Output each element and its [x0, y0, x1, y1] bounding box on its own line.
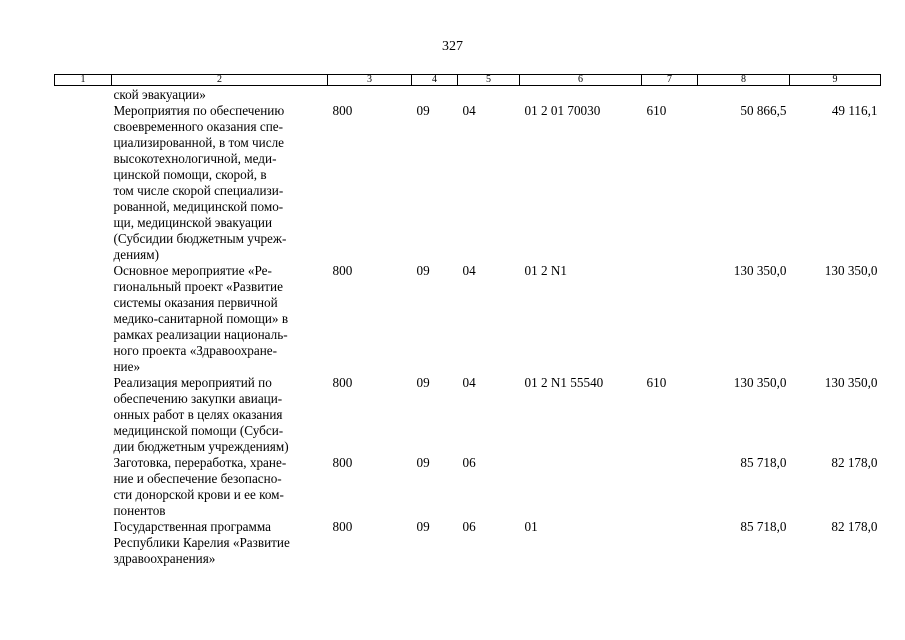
cell-amount-2 [790, 86, 881, 104]
cell-section [412, 86, 458, 104]
cell-expense-type [642, 519, 698, 567]
cell-ministry: 800 [332, 455, 353, 470]
column-header: 6 [520, 75, 642, 86]
cell-amount-2: 82 178,0 [831, 519, 878, 534]
cell-name: Основное мероприятие «Ре- гиональный проект «Развитие системы оказания первичной медико-санитарной помощи» в рамках реализации националь- ного проекта «Здравоохране- ние» [113, 263, 289, 374]
column-header: 5 [458, 75, 520, 86]
table-row [55, 375, 881, 455]
cell-name: Заготовка, переработка, хране- ние и обеспечение безопасно- сти донорской крови и ее ком- понентов [113, 455, 287, 518]
column-header: 8 [698, 75, 790, 86]
table-row [55, 263, 881, 375]
cell-expense-type: 610 [646, 103, 667, 118]
column-header: 4 [412, 75, 458, 86]
cell-target: 01 [524, 519, 538, 534]
cell-target: 01 2 N1 [524, 263, 567, 278]
cell-amount-1: 130 350,0 [733, 375, 787, 390]
cell-ministry: 800 [332, 103, 353, 118]
cell-section: 09 [416, 519, 430, 534]
cell-index [55, 375, 112, 455]
cell-ministry [328, 86, 412, 104]
cell-amount-1: 85 718,0 [740, 455, 787, 470]
table-row [55, 86, 881, 104]
cell-subsection: 06 [462, 519, 476, 534]
cell-amount-2: 130 350,0 [824, 263, 878, 278]
cell-target [520, 86, 642, 104]
cell-amount-2: 82 178,0 [831, 455, 878, 470]
cell-expense-type [642, 455, 698, 519]
cell-section: 09 [416, 455, 430, 470]
column-header: 3 [328, 75, 412, 86]
table-row [55, 455, 881, 519]
cell-index [55, 86, 112, 104]
cell-amount-1: 85 718,0 [740, 519, 787, 534]
column-header: 2 [112, 75, 328, 86]
table-body [55, 86, 881, 568]
cell-name: Государственная программа Республики Карелия «Развитие здравоохранения» [113, 519, 290, 566]
cell-subsection: 04 [462, 375, 476, 390]
header-row [55, 75, 881, 86]
budget-table [54, 74, 881, 567]
table-header [55, 75, 881, 86]
column-header: 7 [642, 75, 698, 86]
cell-expense-type [642, 86, 698, 104]
cell-index [55, 263, 112, 375]
column-header: 1 [55, 75, 112, 86]
cell-subsection: 06 [462, 455, 476, 470]
cell-expense-type: 610 [646, 375, 667, 390]
table-row [55, 519, 881, 567]
page-number: 327 [442, 39, 463, 54]
cell-ministry: 800 [332, 519, 353, 534]
cell-index [55, 455, 112, 519]
cell-subsection [458, 86, 520, 104]
cell-index [55, 519, 112, 567]
cell-amount-2: 130 350,0 [824, 375, 878, 390]
cell-target: 01 2 N1 55540 [524, 375, 604, 390]
cell-section: 09 [416, 103, 430, 118]
cell-name: Реализация мероприятий по обеспечению закупки авиаци- онных работ в целях оказания медицинской помощи (Субси- дии бюджетным учреждениям) [113, 375, 289, 454]
cell-target [520, 455, 642, 519]
cell-ministry: 800 [332, 375, 353, 390]
cell-target: 01 2 01 70030 [524, 103, 601, 118]
cell-name: ской эвакуации» [113, 87, 206, 102]
cell-amount-1: 130 350,0 [733, 263, 787, 278]
cell-amount-1 [698, 86, 790, 104]
cell-subsection: 04 [462, 103, 476, 118]
cell-ministry: 800 [332, 263, 353, 278]
cell-section: 09 [416, 375, 430, 390]
cell-amount-2: 49 116,1 [831, 103, 878, 118]
cell-expense-type [642, 263, 698, 375]
column-header: 9 [790, 75, 881, 86]
cell-subsection: 04 [462, 263, 476, 278]
cell-section: 09 [416, 263, 430, 278]
cell-index [55, 103, 112, 263]
table-row [55, 103, 881, 263]
cell-amount-1: 50 866,5 [740, 103, 787, 118]
cell-name: Мероприятия по обеспечению своевременного оказания спе- циализированной, в том числе высокотехнологичной, меди- цинской помощи, скорой, в том числе скорой специализи- рованной, медицинской помо- щи, медицинской эвакуации (Субсидии бюджетным учреж- дениям) [113, 103, 287, 262]
